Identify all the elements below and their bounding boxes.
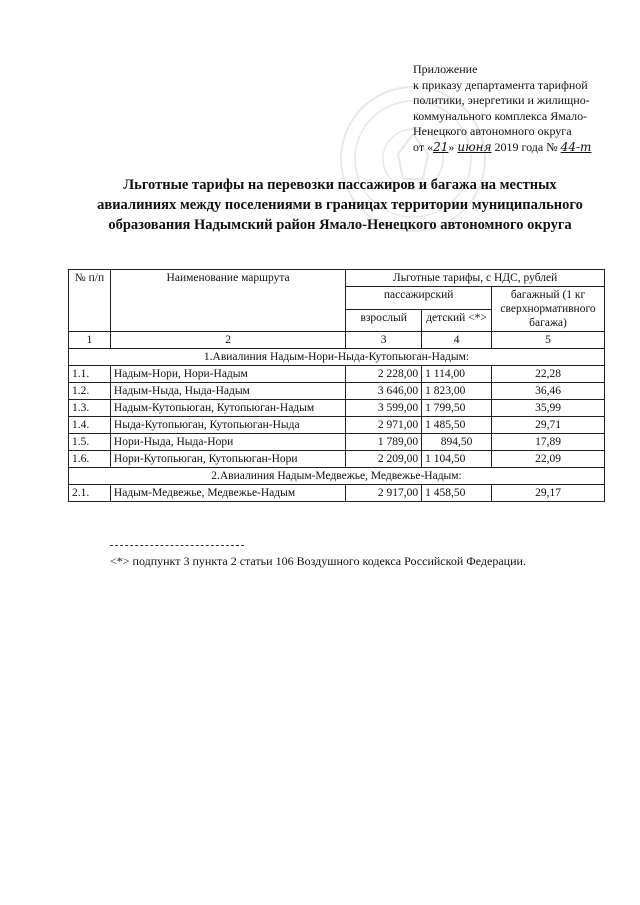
column-numbers-row	[69, 332, 605, 349]
row-child: 1 823,00	[422, 383, 492, 400]
row-num: 1.5.	[69, 434, 111, 451]
header-route: Наименование маршрута	[110, 270, 345, 332]
row-adult: 2 209,00	[346, 451, 422, 468]
row-adult: 2 917,00	[346, 485, 422, 502]
title-line: образования Надымский район Ямало-Ненецкого автономного округа	[108, 217, 572, 233]
table-row	[69, 417, 605, 434]
row-adult: 2 228,00	[346, 366, 422, 383]
section-row	[69, 468, 605, 485]
row-child: 1 799,50	[422, 400, 492, 417]
row-adult: 3 599,00	[346, 400, 422, 417]
section-row	[69, 349, 605, 366]
row-route: Надым-Ныда, Ныда-Надым	[110, 383, 345, 400]
table-row	[69, 400, 605, 417]
order-month: июня	[457, 139, 492, 154]
order-day: 21	[433, 139, 449, 154]
from-prefix: от «	[413, 139, 434, 154]
table-row	[69, 383, 605, 400]
title-line: Льготные тарифы на перевозки пассажиров и багажа на местных	[123, 177, 557, 193]
section-title: 1.Авиалиния Надым-Нори-Ныда-Кутопьюган-Надым:	[69, 349, 605, 366]
row-baggage: 36,46	[492, 383, 605, 400]
colnum-cell: 3	[346, 332, 422, 349]
appendix-line: коммунального комплекса Ямало-	[413, 108, 588, 123]
appendix-line: политики, энергетики и жилищно-	[413, 93, 590, 107]
colnum-cell: 4	[422, 332, 492, 349]
appendix-line: Приложение	[413, 62, 478, 76]
row-route: Надым-Кутопьюган, Кутопьюган-Надым	[110, 400, 345, 417]
row-num: 1.6.	[69, 451, 111, 468]
appendix-header	[413, 62, 638, 155]
row-num: 1.4.	[69, 417, 111, 434]
order-date-line	[413, 140, 638, 156]
row-child: 894,50	[422, 434, 492, 451]
row-child: 1 114,00	[422, 366, 492, 383]
row-adult: 2 971,00	[346, 417, 422, 434]
row-route: Надым-Медвежье, Медвежье-Надым	[110, 485, 345, 502]
header-num: № п/п	[69, 270, 111, 332]
row-baggage: 17,89	[492, 434, 605, 451]
header-baggage: багажный (1 кг сверхнормативного багажа)	[492, 287, 605, 332]
footnote-separator	[110, 545, 244, 546]
title-line: авиалиниях между поселениями в границах территории муниципального	[97, 197, 583, 213]
row-child: 1 104,50	[422, 451, 492, 468]
table-row	[69, 451, 605, 468]
row-num: 2.1.	[69, 485, 111, 502]
appendix-line: Ненецкого автономного округа	[413, 124, 572, 138]
row-num: 1.1.	[69, 366, 111, 383]
table-row	[69, 366, 605, 383]
row-baggage: 22,09	[492, 451, 605, 468]
quote-close: »	[448, 139, 455, 154]
header-adult: взрослый	[346, 309, 422, 332]
row-child: 1 458,50	[422, 485, 492, 502]
tariffs-table	[68, 269, 605, 502]
footnote: <*> подпункт 3 пункта 2 статьи 106 Воздушного кодекса Российской Федерации.	[110, 554, 526, 568]
appendix-line: к приказу департамента тарифной	[413, 77, 588, 92]
document-title	[60, 175, 620, 235]
colnum-cell: 5	[492, 332, 605, 349]
row-route: Надым-Нори, Нори-Надым	[110, 366, 345, 383]
row-child: 1 485,50	[422, 417, 492, 434]
row-adult: 1 789,00	[346, 434, 422, 451]
table-row	[69, 485, 605, 502]
row-route: Нори-Кутопьюган, Кутопьюган-Нори	[110, 451, 345, 468]
order-year: 2019 года №	[494, 139, 558, 154]
colnum-cell: 2	[110, 332, 345, 349]
row-baggage: 35,99	[492, 400, 605, 417]
row-baggage: 29,17	[492, 485, 605, 502]
header-passenger: пассажирский	[346, 287, 492, 310]
order-number: 44-т	[560, 139, 592, 154]
section-title: 2.Авиалиния Надым-Медвежье, Медвежье-Надым:	[69, 468, 605, 485]
row-num: 1.2.	[69, 383, 111, 400]
row-route: Нори-Ныда, Ныда-Нори	[110, 434, 345, 451]
row-baggage: 29,71	[492, 417, 605, 434]
header-tariffs: Льготные тарифы, с НДС, рублей	[346, 270, 605, 287]
row-adult: 3 646,00	[346, 383, 422, 400]
colnum-cell: 1	[69, 332, 111, 349]
row-num: 1.3.	[69, 400, 111, 417]
table-row	[69, 434, 605, 451]
header-child: детский <*>	[422, 309, 492, 332]
row-baggage: 22,28	[492, 366, 605, 383]
row-route: Ныда-Кутопьюган, Кутопьюган-Ныда	[110, 417, 345, 434]
